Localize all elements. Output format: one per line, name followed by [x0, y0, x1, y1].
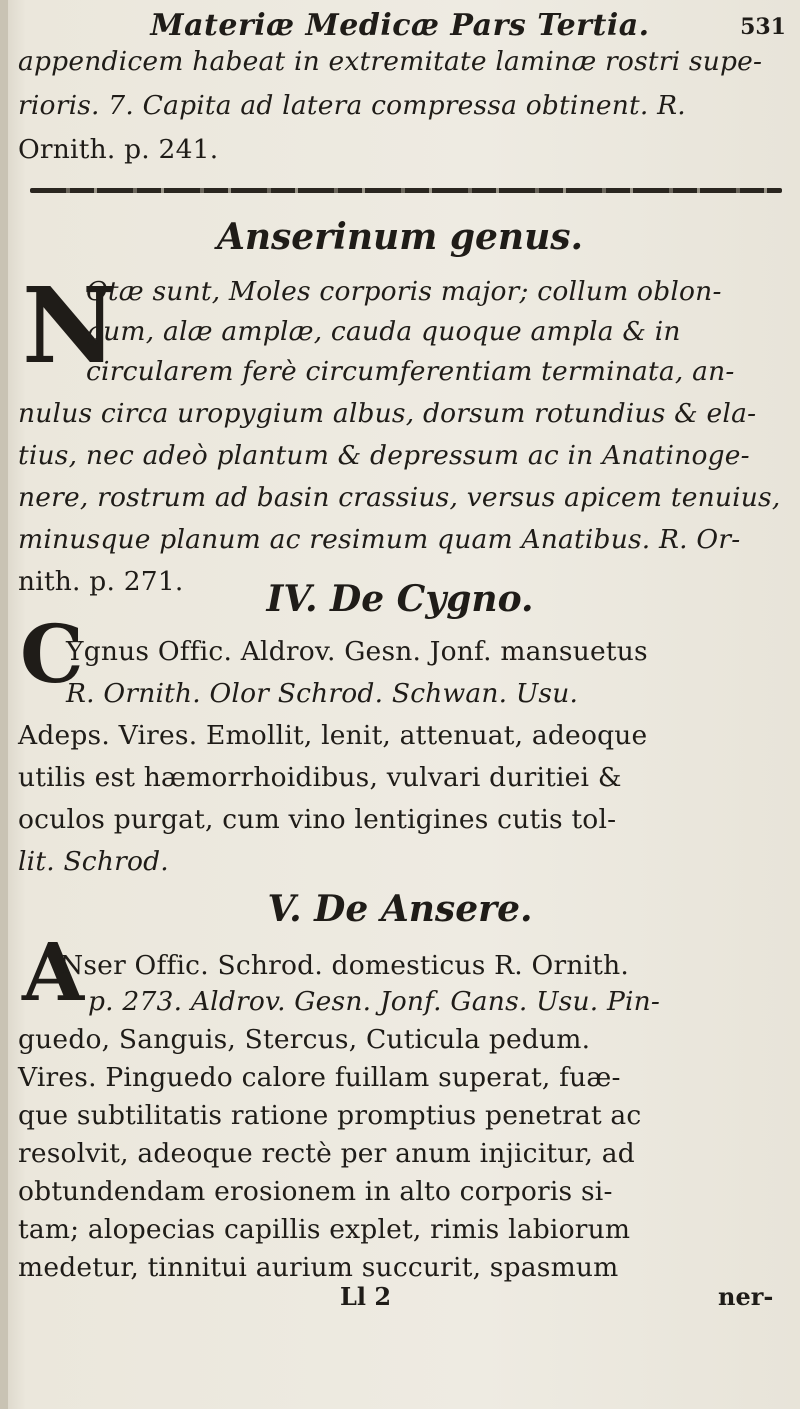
text-line: Nser Offic. Schrod. domesticus R. Ornith. — [60, 950, 630, 981]
ansere-heading: V. De Ansere. — [267, 888, 533, 930]
text-line: guedo, Sanguis, Stercus, Cuticula pedum. — [18, 1024, 591, 1055]
text-line: nulus circa uropygium albus, dorsum rotundius & ela- — [18, 398, 757, 429]
genus-dropcap: N — [22, 264, 118, 387]
text-line: circularem ferè circumferentiam terminata, an- — [86, 356, 735, 387]
text-line: Ygnus Offic. Aldrov. Gesn. Jonf. mansuetus — [66, 636, 648, 667]
text-line: resolvit, adeoque rectè per anum injicitur, ad — [18, 1138, 635, 1169]
text-line: oculos purgat, cum vino lentigines cutis tol- — [18, 804, 617, 835]
page-number: 531 — [740, 14, 786, 40]
text-line: rioris. 7. Capita ad latera compressa obtinent. R. — [18, 90, 686, 121]
text-line: tius, nec adeò plantum & depressum ac in Anatinoge- — [18, 440, 750, 471]
cygno-dropcap: C — [20, 607, 84, 701]
text-line: Otæ sunt, Moles corporis major; collum oblon- — [86, 276, 722, 307]
text-line: Vires. Pinguedo calore fuillam superat, fuæ- — [18, 1062, 621, 1093]
catchword: ner- — [718, 1282, 774, 1311]
text-line: que subtilitatis ratione promptius penetrat ac — [18, 1100, 642, 1131]
text-line: Adeps. Vires. Emollit, lenit, attenuat, adeoque — [18, 720, 648, 751]
text-line: appendicem habeat in extremitate laminæ rostri supe- — [18, 46, 763, 77]
text-line: nith. p. 271. — [18, 566, 184, 597]
text-line: R. Ornith. Olor Schrod. Schwan. Usu. — [66, 678, 579, 709]
text-line: p. 273. Aldrov. Gesn. Jonf. Gans. Usu. Pin- — [88, 986, 661, 1017]
signature-mark: Ll 2 — [340, 1282, 392, 1311]
text-line: gum, alæ amplæ, cauda quoque ampla & in — [86, 316, 681, 347]
page-gutter — [0, 0, 8, 1409]
running-head: Materiæ Medicæ Pars Tertia. — [150, 8, 650, 43]
text-line: Ornith. p. 241. — [18, 134, 219, 165]
text-line: medetur, tinnitui aurium succurit, spasmum — [18, 1252, 619, 1283]
cygno-heading: IV. De Cygno. — [266, 578, 534, 620]
text-line: minusque planum ac resimum quam Anatibus. R. Or- — [18, 524, 741, 555]
text-line: nere, rostrum ad basin crassius, versus apicem tenuius, — [18, 482, 781, 513]
ansere-dropcap: A — [22, 925, 85, 1019]
text-line: obtundendam erosionem in alto corporis si- — [18, 1176, 613, 1207]
section-divider — [30, 188, 782, 193]
text-line: tam; alopecias capillis explet, rimis labiorum — [18, 1214, 631, 1245]
text-line: lit. Schrod. — [18, 846, 169, 877]
genus-heading: Anserinum genus. — [216, 216, 584, 258]
text-line: utilis est hæmorrhoidibus, vulvari duritiei & — [18, 762, 622, 793]
